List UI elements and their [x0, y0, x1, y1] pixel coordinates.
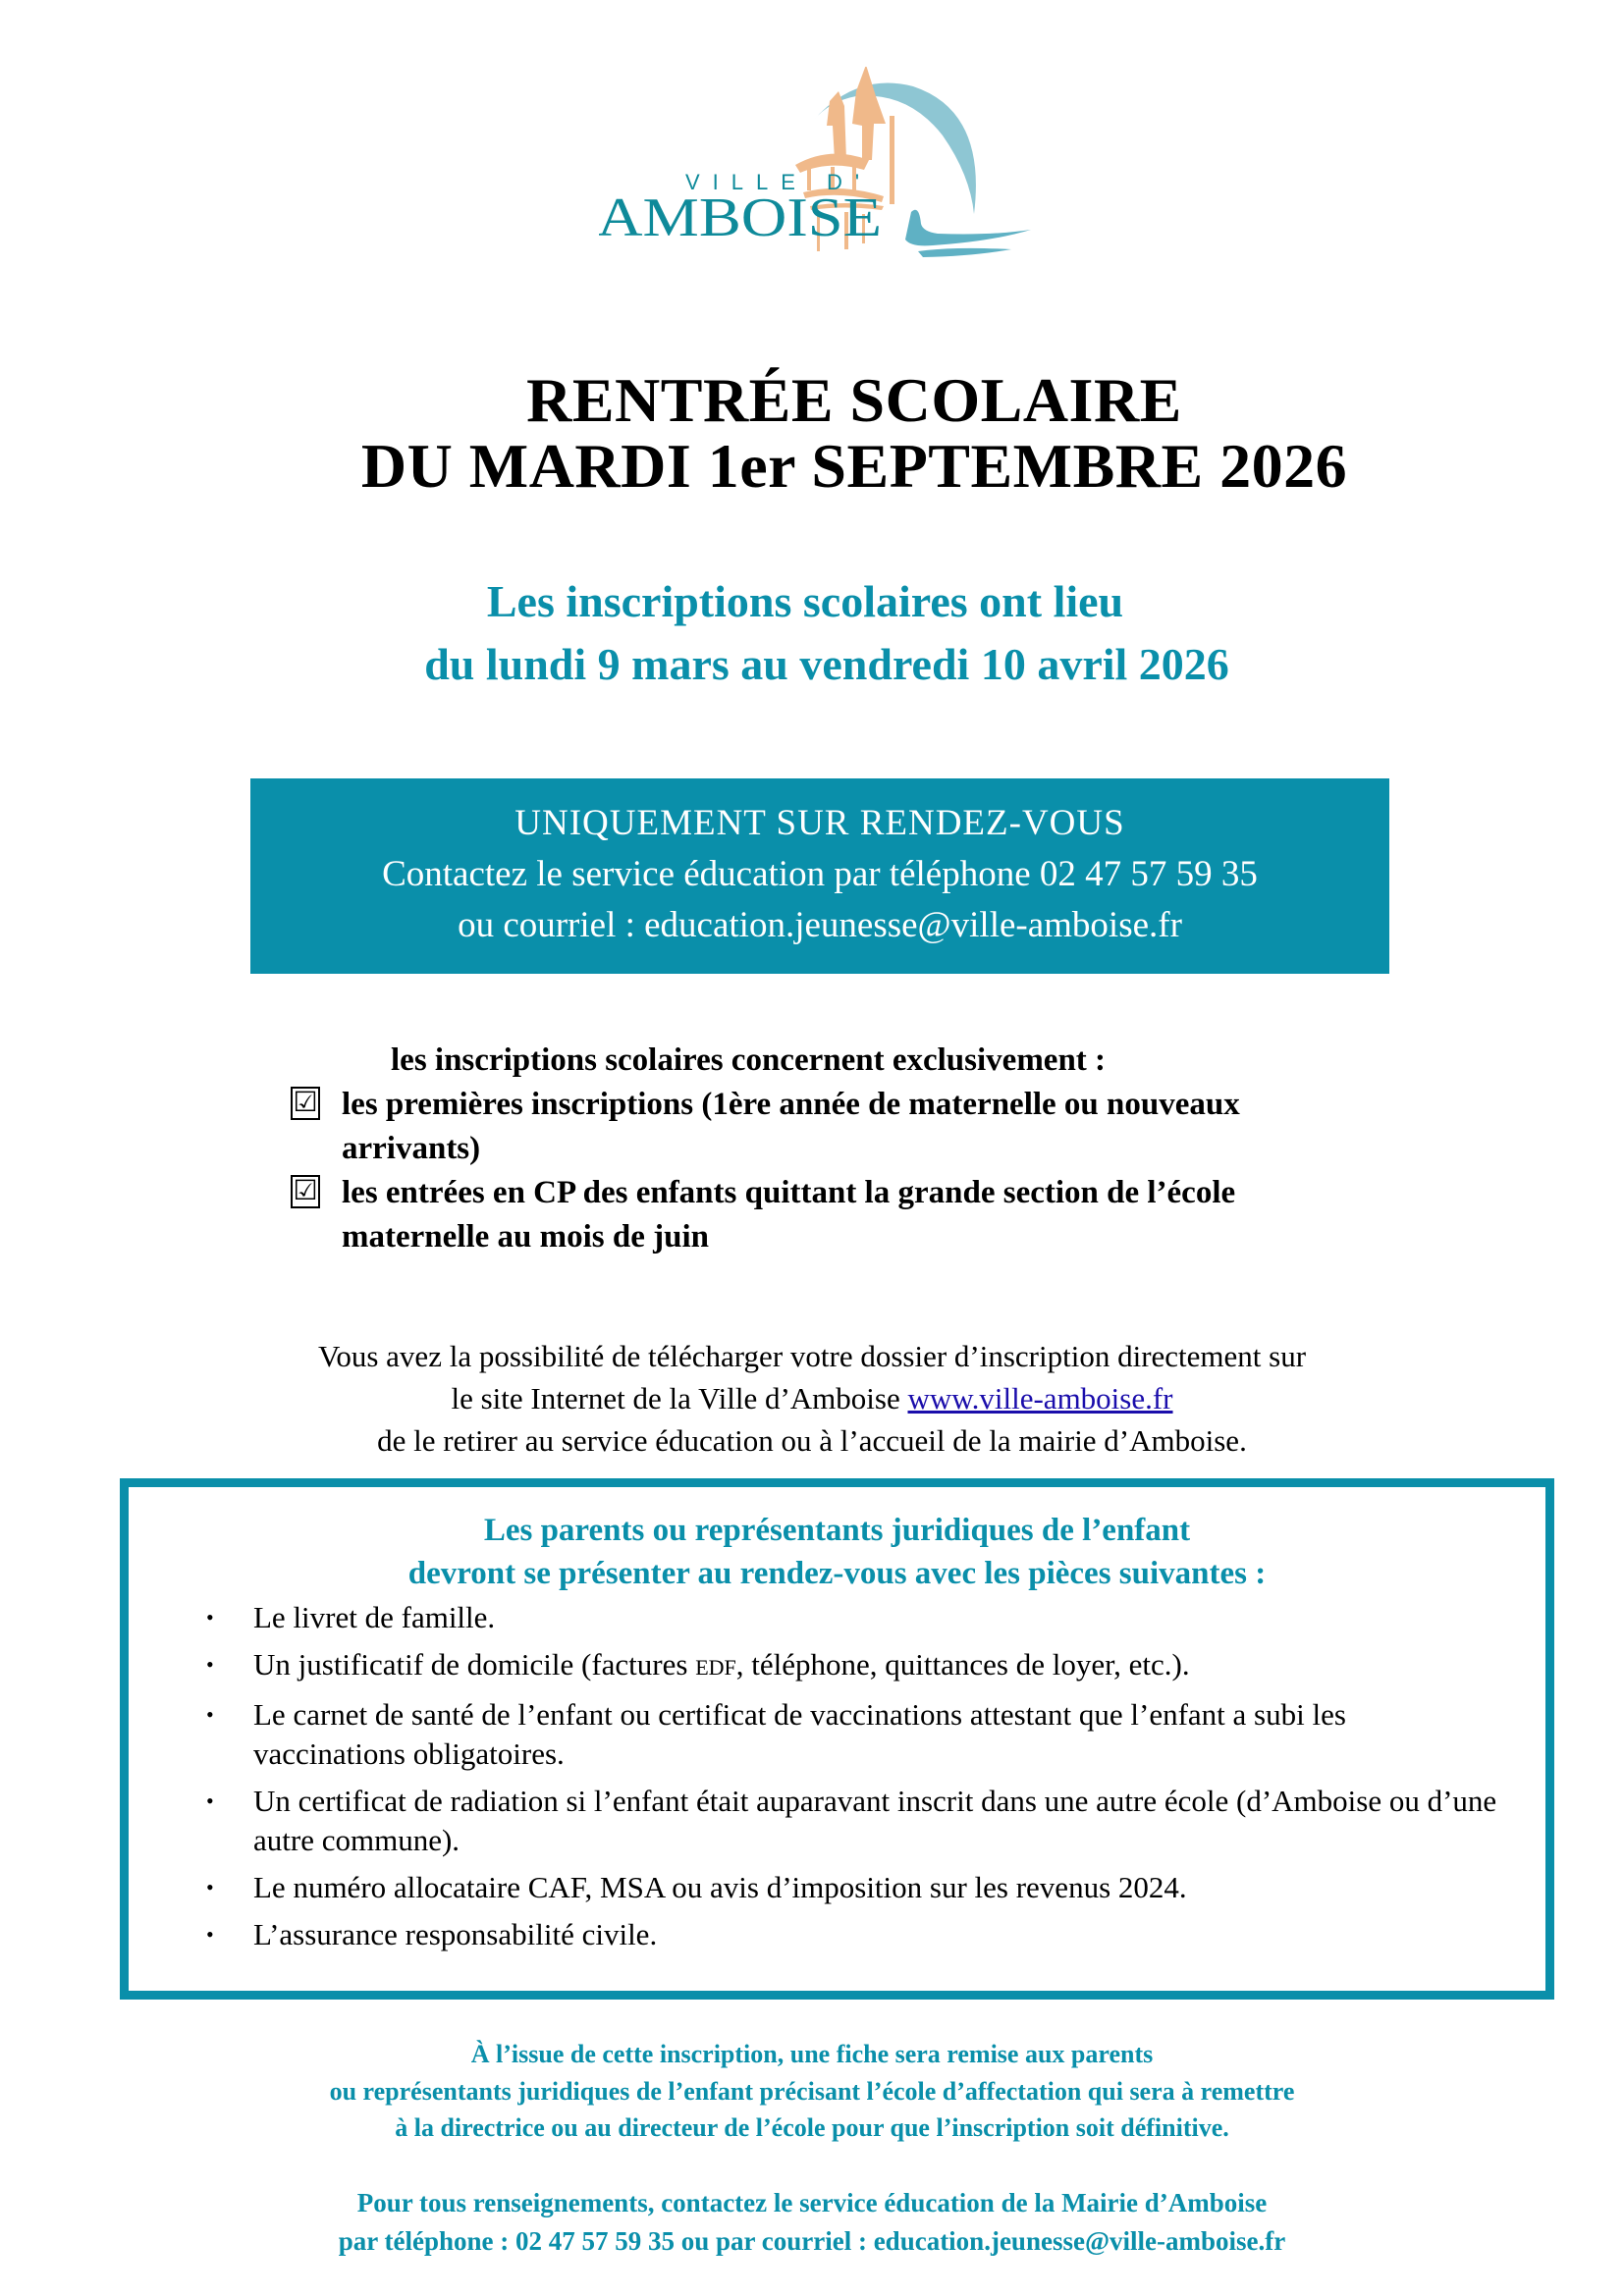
- document-item: [206, 1645, 1502, 1687]
- document-item-abbrev: EDF: [695, 1655, 736, 1680]
- logo-big-text: AMBOISE: [599, 187, 882, 248]
- scope-item-line: les entrées en CP des enfants quittant la grande section de l’école: [342, 1175, 1236, 1210]
- document-item: [206, 1868, 1502, 1907]
- required-documents-heading: [129, 1509, 1545, 1595]
- notice-line3: à la directrice ou au directeur de l’école pour que l’inscription soit définitive.: [395, 2113, 1229, 2142]
- required-documents-box: [120, 1478, 1554, 2000]
- scope-item-line: maternelle au mois de juin: [342, 1219, 709, 1255]
- heading-line2: devront se présenter au rendez-vous avec les pièces suivantes :: [407, 1556, 1267, 1591]
- page-title-line2: DU MARDI 1er SEPTEMBRE 2026: [360, 431, 1348, 501]
- document-item-text: Un justificatif de domicile (factures: [253, 1647, 696, 1682]
- notice-line2: ou représentants juridiques de l’enfant précisant l’école d’affectation qui sera à remettre: [329, 2076, 1295, 2106]
- document-item: [206, 1782, 1502, 1860]
- document-item-text: Un certificat de radiation si l’enfant était auparavant inscrit dans une autre école (d’Amboise ou d’une autre commune).: [253, 1784, 1497, 1857]
- document-item-text: Le numéro allocataire CAF, MSA ou avis d’imposition sur les revenus 2024.: [253, 1870, 1187, 1904]
- scope-checklist: [291, 1039, 1449, 1259]
- document-item-text: , téléphone, quittances de loyer, etc.).: [735, 1647, 1190, 1682]
- bullet-icon: •: [206, 1605, 214, 1629]
- ville-amboise-logo: [599, 67, 1031, 263]
- download-line3: de le retirer au service éducation ou à l’accueil de la mairie d’Amboise.: [377, 1423, 1247, 1458]
- bullet-icon: •: [206, 1652, 214, 1677]
- website-link[interactable]: www.ville-amboise.fr: [907, 1381, 1173, 1415]
- contact-line2: par téléphone : 02 47 57 59 35 ou par courriel : education.jeunesse@ville-amboise.fr: [338, 2226, 1286, 2256]
- registration-notice: [0, 2036, 1624, 2147]
- contact-info: [0, 2184, 1624, 2261]
- scope-item-line: arrivants): [342, 1131, 481, 1166]
- notice-line1: À l’issue de cette inscription, une fiche sera remise aux parents: [470, 2040, 1154, 2068]
- download-paragraph: [0, 1335, 1624, 1462]
- document-item: [206, 1915, 1502, 1954]
- castle-logo-icon: [599, 67, 1031, 263]
- page-title-line1: RENTRÉE SCOLAIRE: [526, 365, 1182, 435]
- logo-small-text: VILLE D': [685, 170, 873, 194]
- scope-item: [291, 1171, 1449, 1259]
- appointment-phone-text: Contactez le service éducation par téléphone 02 47 57 59 35: [382, 854, 1258, 894]
- bullet-icon: •: [206, 1702, 214, 1727]
- document-item-text: Le livret de famille.: [253, 1600, 496, 1634]
- bullet-icon: •: [206, 1922, 214, 1947]
- document-item: [206, 1695, 1502, 1774]
- download-line2: [0, 1377, 1624, 1419]
- download-line2-text: le site Internet de la Ville d’Amboise: [451, 1381, 908, 1415]
- subtitle-line2: du lundi 9 mars au vendredi 10 avril 2026: [424, 639, 1229, 689]
- scope-item-line: les premières inscriptions (1ère année de maternelle ou nouveaux: [342, 1087, 1240, 1122]
- appointment-banner: [250, 778, 1389, 974]
- document-item-text: Le carnet de santé de l’enfant ou certificat de vaccinations attestant que l’enfant a subi les vaccinations obligatoires.: [253, 1697, 1346, 1771]
- scope-item: [291, 1083, 1449, 1171]
- document-item-text: L’assurance responsabilité civile.: [253, 1917, 658, 1951]
- contact-line1: Pour tous renseignements, contactez le service éducation de la Mairie d’Amboise: [356, 2188, 1268, 2217]
- bullet-icon: •: [206, 1875, 214, 1899]
- required-documents-list: [206, 1598, 1502, 1962]
- checkbox-checked-icon: ☑: [291, 1087, 320, 1120]
- checkbox-checked-icon: ☑: [291, 1175, 320, 1208]
- document-item: [206, 1598, 1502, 1637]
- download-line1: Vous avez la possibilité de télécharger votre dossier d’inscription directement sur: [317, 1339, 1307, 1373]
- appointment-only-label: UNIQUEMENT SUR RENDEZ-VOUS: [514, 803, 1125, 843]
- appointment-email-text: ou courriel : education.jeunesse@ville-amboise.fr: [458, 905, 1182, 945]
- bullet-icon: •: [206, 1789, 214, 1813]
- heading-line1: Les parents ou représentants juridiques de l’enfant: [483, 1513, 1191, 1548]
- subtitle-line1: Les inscriptions scolaires ont lieu: [486, 576, 1124, 626]
- scope-intro: les inscriptions scolaires concernent exclusivement :: [391, 1042, 1107, 1078]
